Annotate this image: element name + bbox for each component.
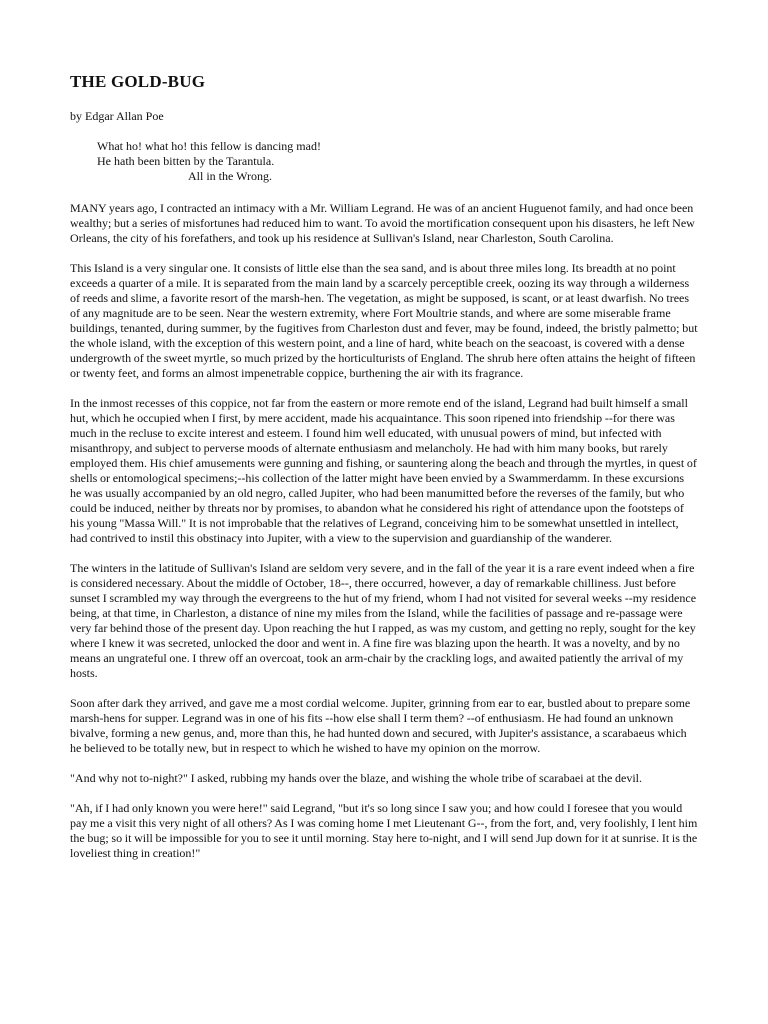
paragraph-coppice: In the inmost recesses of this coppice, not far from the eastern or more remote end of the island, Legrand had built himself a small hut, which he occupied when I first, by mere accident, made his acquaintance. This soon ripened into friendship --for there was much in the recluse to excite interest and esteem. I found him well educated, with unusual powers of mind, but infected with misanthropy, and subject to perverse moods of alternate enthusiasm and melancholy. He had with him many books, but rarely employed them. His chief amusements were gunning and fishing, or sauntering along the beach and through the myrtles, in quest of shells or entomological specimens;--his collection of the latter might have been envied by a Swammerdamm. In these excursions he was usually accompanied by an old negro, called Jupiter, who had been manumitted before the reverses of the family, but who could be induced, neither by threats nor by promises, to abandon what he considered his right of attendance upon the footsteps of his young "Massa Will." It is not improbable that the relatives of Legrand, conceiving him to be somewhat unsettled in intellect, had contrived to instil this obstinacy into Jupiter, with a view to the supervision and guardianship of the wanderer. [70,396,697,545]
paragraph-intro: MANY years ago, I contracted an intimacy with a Mr. William Legrand. He was of an ancient Huguenot family, and had once been wealthy; but a series of misfortunes had reduced him to want. To avoid the mortification consequent upon his disasters, he left New Orleans, the city of his forefathers, and took up his residence at Sullivan's Island, near Charleston, South Carolina. [70,201,695,245]
epigraph-attribution: All in the Wrong. [188,169,272,183]
paragraph-winters: The winters in the latitude of Sullivan's Island are seldom very severe, and in the fall of the year it is a rare event indeed when a fire is considered necessary. About the middle of October, 18--, there occurred, however, a day of remarkable chilliness. Just before sunset I scrambled my way through the evergreens to the hut of my friend, whom I had not visited for several weeks --my residence being, at that time, in Charleston, a distance of nine my miles from the Island, while the facilities of passage and re-passage were very far behind those of the present day. Upon reaching the hut I rapped, as was my custom, and getting no reply, sought for the key where I knew it was secreted, unlocked the door and went in. A fine fire was blazing upon the hearth. It was a novelty, and by no means an ungrateful one. I threw off an overcoat, took an arm-chair by the crackling logs, and awaited patiently the arrival of my hosts. [70,561,697,680]
paragraph-dialogue-2: "Ah, if I had only known you were here!" said Legrand, "but it's so long since I saw you; and how could I foresee that you would pay me a visit this very night of all others? As I was coming home I met Lieutenant G--, from the fort, and, very foolishly, I lent him the bug; so it will be impossible for you to see it until morning. Stay here to-night, and I will send Jup down for it at sunrise. It is the loveliest thing in creation!" [70,801,698,860]
epigraph [97,139,698,184]
paragraph-dialogue-1: "And why not to-night?" I asked, rubbing my hands over the blaze, and wishing the whole tribe of scarabaei at the devil. [70,771,643,785]
epigraph-line: What ho! what ho! this fellow is dancing mad! [97,139,321,153]
author-byline: by Edgar Allan Poe [70,109,164,123]
paragraph-arrival: Soon after dark they arrived, and gave me a most cordial welcome. Jupiter, grinning from ear to ear, bustled about to prepare some marsh-hens for supper. Legrand was in one of his fits --how else shall I term them? --of enthusiasm. He had found an unknown bivalve, forming a new genus, and, more than this, he had hunted down and secured, with Jupiter's assistance, a scarabaeus which he believed to be totally new, but in respect to which he wished to have my opinion on the morrow. [70,696,691,755]
epigraph-line: He hath been bitten by the Tarantula. [97,154,275,168]
document-title: THE GOLD-BUG [70,72,206,91]
paragraph-island: This Island is a very singular one. It consists of little else than the sea sand, and is about three miles long. Its breadth at no point exceeds a quarter of a mile. It is separated from the main land by a scarcely perceptible creek, oozing its way through a wilderness of reeds and slime, a favorite resort of the marsh-hen. The vegetation, as might be supposed, is scant, or at least dwarfish. No trees of any magnitude are to be seen. Near the western extremity, where Fort Moultrie stands, and where are some miserable frame buildings, tenanted, during summer, by the fugitives from Charleston dust and fever, may be found, indeed, the bristly palmetto; but the whole island, with the exception of this western point, and a line of hard, white beach on the seacoast, is covered with a dense undergrowth of the sweet myrtle, so much prized by the horticulturists of England. The shrub here often attains the height of fifteen or twenty feet, and forms an almost impenetrable coppice, burthening the air with its fragrance. [70,261,698,380]
document-page [70,72,698,876]
